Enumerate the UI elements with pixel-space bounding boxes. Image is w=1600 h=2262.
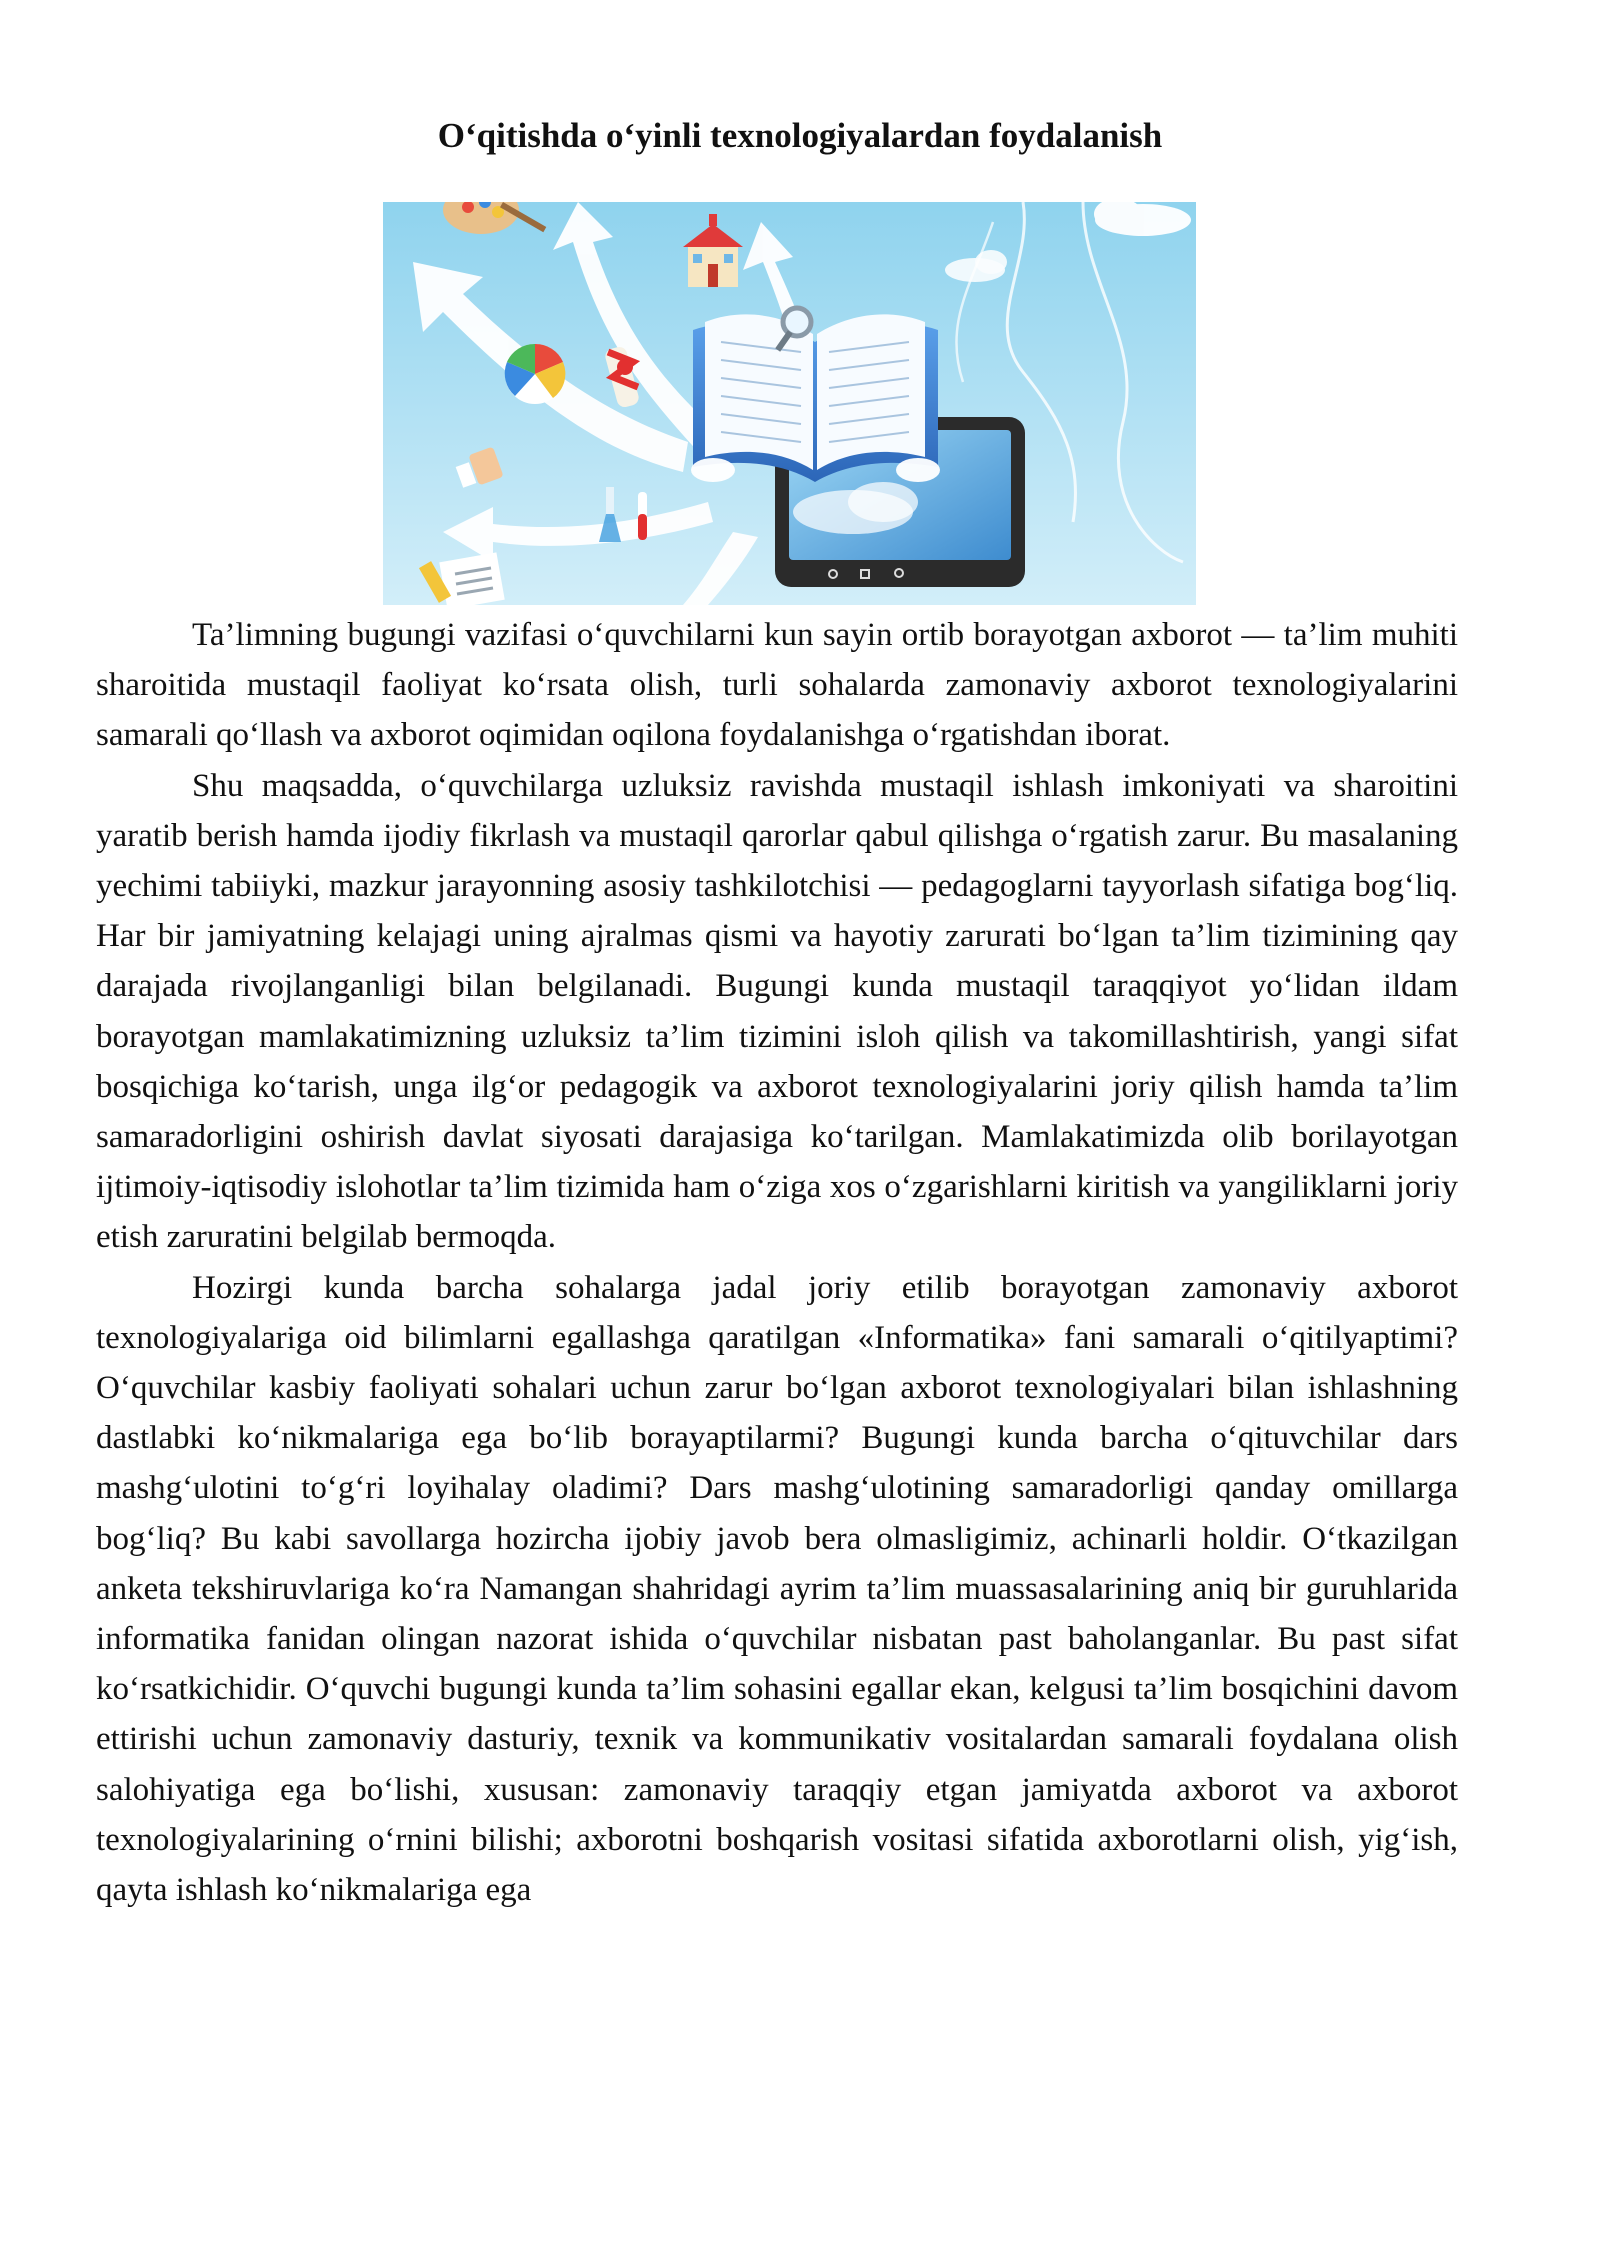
paragraph: Ta’limning bugungi vazifasi o‘quvchilarni kun sayin ortib borayotgan axborot — ta’lim muhiti sharoitida mustaqil faoliyat ko‘rsata olish, turli sohalarda zamonaviy axborot texnologiyalarini samarali qo‘llash va axborot oqimidan oqilona foydalanishga o‘rgatishdan iborat. — [96, 617, 1458, 754]
education-illustration-svg — [383, 202, 1196, 605]
document-title: O‘qitishda o‘yinli texnologiyalardan foydalanish — [437, 116, 1163, 155]
document-body — [96, 610, 1458, 1915]
paragraph: Hozirgi kunda barcha sohalarga jadal joriy etilib borayotgan zamonaviy axborot texnologiyalariga oid bilimlarni egallashga qaratilgan «Informatika» fani samarali o‘qitilyaptimi? O‘quvchilar kasbiy faoliyati sohalari uchun zarur bo‘lgan axborot texnologiyalari bilan ishlashning dastlabki ko‘nikmalariga ega bo‘lib borayaptilarmi? Bugungi kunda barcha o‘qituvchilar dars mashg‘ulotini to‘g‘ri loyihalay oladimi? Dars mashg‘ulotining samaradorligi qanday omillarga bog‘liq? Bu kabi savollarga hozircha ijobiy javob bera olmasligimiz, achinarli holdir. O‘tkazilgan anketa tekshiruvlariga ko‘ra Namangan shahridagi ayrim ta’lim muassasalarining aniq bir guruhlarida informatika fanidan olingan nazorat ishida o‘quvchilar nisbatan past baholanganlar. Bu past sifat ko‘rsatkichidir. O‘quvchi bugungi kunda ta’lim sohasini egallar ekan, kelgusi ta’lim bosqichini davom ettirishi uchun zamonaviy dasturiy, texnik va kommunikativ vositalardan samarali foydalana olish salohiyatiga ega bo‘lishi, xususan: zamonaviy taraqqiy etgan jamiyatda axborot va axborot texnologiyalarining o‘rnini bilishi; axborotni boshqarish vositasi sifatida axborotlarni olish, yig‘ish, qayta ishlash ko‘nikmalariga ega — [96, 1269, 1458, 1909]
paragraph: Shu maqsadda, o‘quvchilarga uzluksiz ravishda mustaqil ishlash imkoniyati va sharoitini yaratib berish hamda ijodiy fikrlash va mustaqil qarorlar qabul qilishga o‘rgatish zarur. Bu masalaning yechimi tabiiyki, mazkur jarayonning asosiy tashkilotchisi — pedagoglarni tayyorlash sifatiga bog‘liq. Har bir jamiyatning kelajagi uning ajralmas qismi va hayotiy zarurati bo‘lgan ta’lim tizimining qay darajada rivojlanganligi bilan belgilanadi. Bugungi kunda mustaqil taraqqiyot yo‘lidan ildam borayotgan mamlakatimizning uzluksiz ta’lim tizimini isloh qilish va takomillashtirish, yangi sifat bosqichiga ko‘tarish, unga ilg‘or pedagogik va axborot texnologiyalarini joriy qilish hamda ta’lim samaradorligini oshirish davlat siyosati darajasiga ko‘tarilgan. Mamlakatimizda olib borilayotgan ijtimoiy-iqtisodiy islohotlar ta’lim tizimida ham o‘ziga xos o‘zgarishlarni kiritish va yangiliklarni joriy etish zaruratini belgilab bermoqda. — [96, 767, 1458, 1256]
education-illustration — [383, 202, 1196, 605]
beach-ball-icon — [505, 344, 566, 404]
